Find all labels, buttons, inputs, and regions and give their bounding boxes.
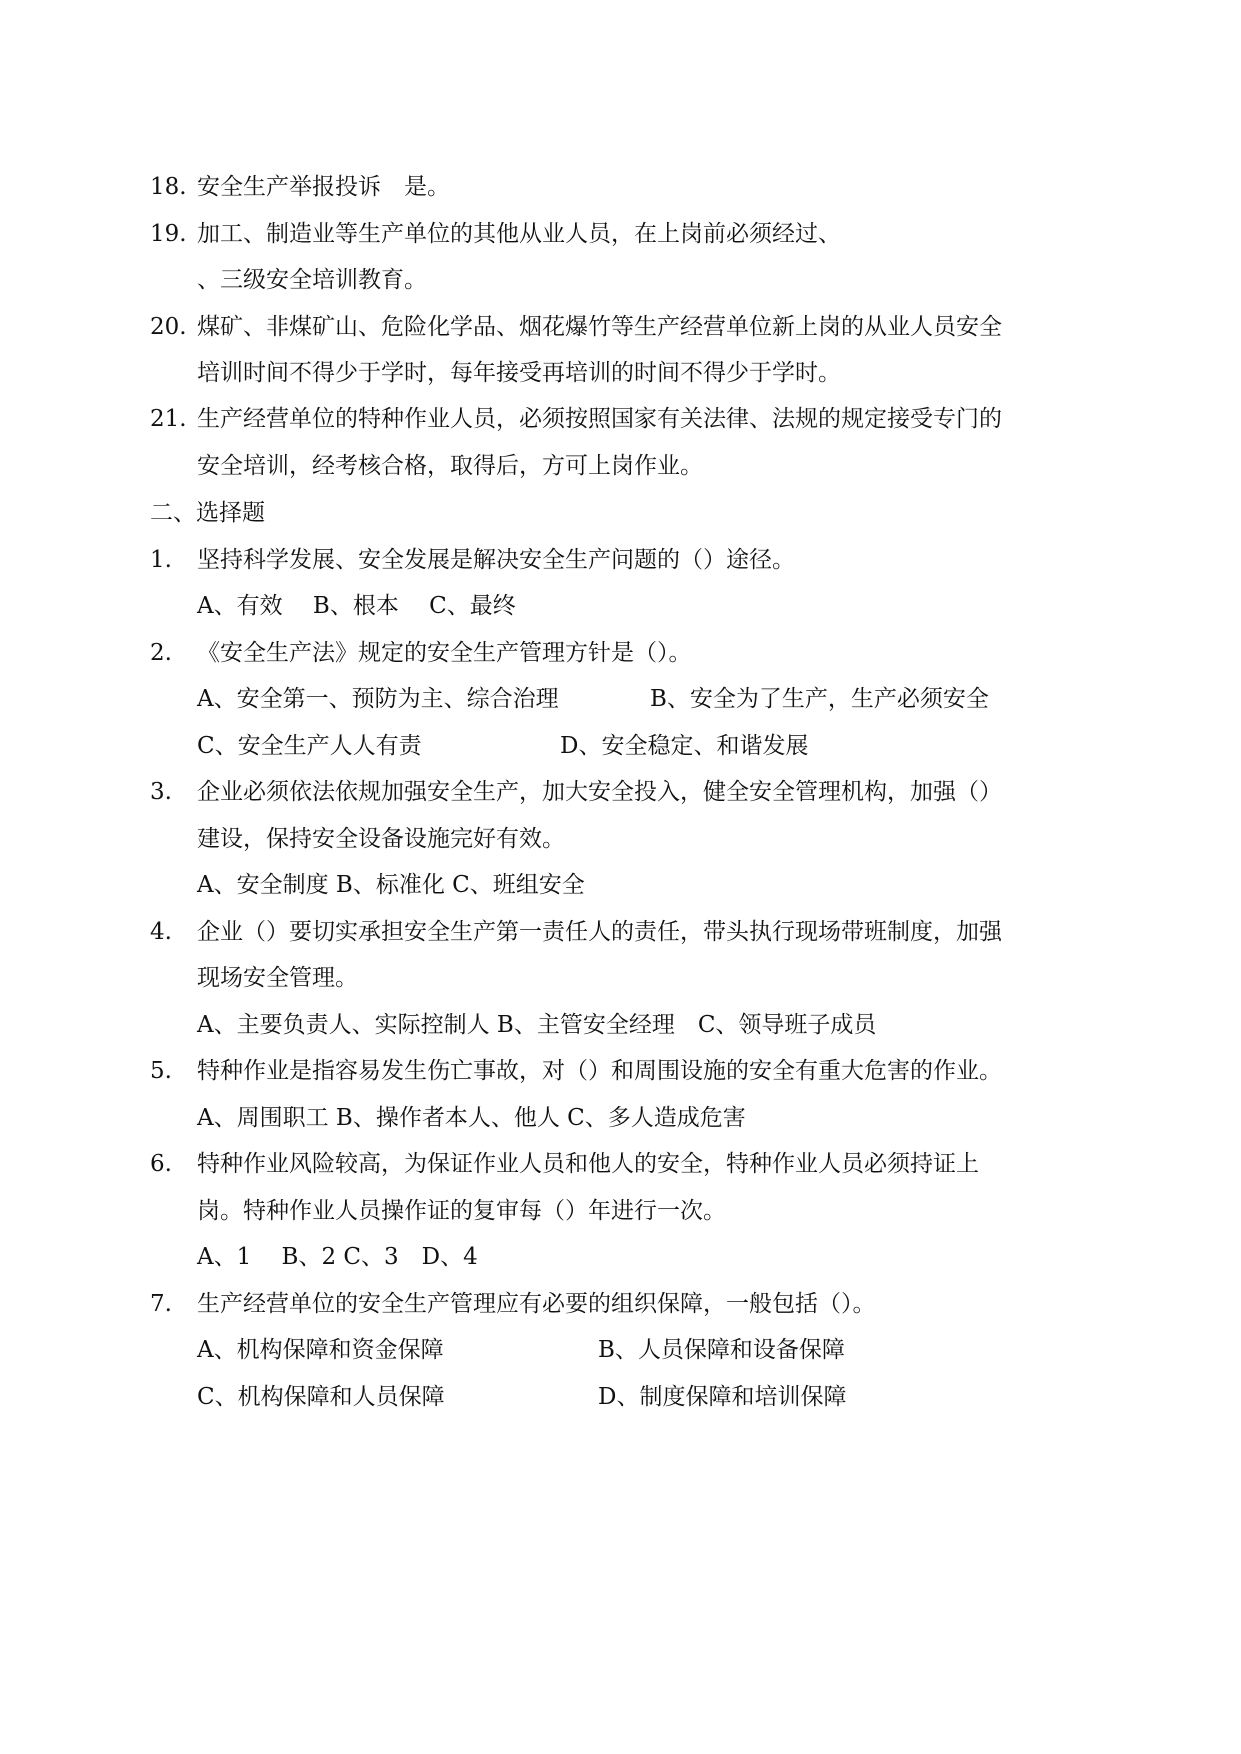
- item-text: 煤矿、非煤矿山、危险化学品、烟花爆竹等生产经营单位新上岗的从业人员安全: [197, 314, 1002, 340]
- option-b: B、人员保障和设备保障: [598, 1337, 845, 1363]
- item-number: 21.: [150, 406, 187, 432]
- item-text: 生产经营单位的特种作业人员，必须按照国家有关法律、法规的规定接受专门的: [197, 406, 1002, 432]
- question-options: A、安全制度 B、标准化 C、班组安全: [197, 872, 585, 898]
- question-options: A、有效 B、根本 C、最终: [197, 593, 516, 619]
- question-text: 建设，保持安全设备设施完好有效。: [197, 826, 565, 852]
- item-number: 18.: [150, 174, 187, 200]
- question-text: 生产经营单位的安全生产管理应有必要的组织保障，一般包括（）。: [197, 1291, 876, 1317]
- section-title: 二、选择题: [150, 500, 265, 526]
- question-number: 5.: [150, 1058, 172, 1084]
- item-text: 安全培训，经考核合格，取得后，方可上岗作业。: [197, 453, 703, 479]
- question-text: 特种作业风险较高，为保证作业人员和他人的安全，特种作业人员必须持证上: [197, 1151, 979, 1177]
- item-number: 20.: [150, 314, 187, 340]
- question-number: 6.: [150, 1151, 172, 1177]
- option-d: D、制度保障和培训保障: [598, 1384, 847, 1410]
- item-text: 安全生产举报投诉 是。: [197, 174, 450, 200]
- question-options: A、1 B、2 C、3 D、4: [197, 1244, 478, 1270]
- question-text: 《安全生产法》规定的安全生产管理方针是（）。: [197, 640, 692, 666]
- question-number: 1.: [150, 547, 172, 573]
- option-a: A、机构保障和资金保障: [197, 1337, 444, 1363]
- question-number: 3.: [150, 779, 172, 805]
- question-text: 企业（）要切实承担安全生产第一责任人的责任，带头执行现场带班制度，加强: [197, 919, 1002, 945]
- item-text: 、三级安全培训教育。: [197, 267, 427, 293]
- option-c: C、机构保障和人员保障: [197, 1384, 445, 1410]
- question-text: 特种作业是指容易发生伤亡事故，对（）和周围设施的安全有重大危害的作业。: [197, 1058, 1002, 1084]
- option-c: C、安全生产人人有责: [197, 733, 422, 759]
- question-number: 7.: [150, 1291, 172, 1317]
- item-text: 培训时间不得少于学时，每年接受再培训的时间不得少于学时。: [197, 360, 841, 386]
- question-text: 岗。特种作业人员操作证的复审每（）年进行一次。: [197, 1198, 726, 1224]
- question-text: 现场安全管理。: [197, 965, 358, 991]
- option-b: B、安全为了生产，生产必须安全: [650, 686, 989, 712]
- option-d: D、安全稳定、和谐发展: [560, 733, 809, 759]
- item-number: 19.: [150, 221, 187, 247]
- question-number: 4.: [150, 919, 172, 945]
- question-options: A、周围职工 B、操作者本人、他人 C、多人造成危害: [197, 1105, 746, 1131]
- question-number: 2.: [150, 640, 172, 666]
- question-text: 坚持科学发展、安全发展是解决安全生产问题的（）途径。: [197, 547, 795, 573]
- item-text: 加工、制造业等生产单位的其他从业人员，在上岗前必须经过、: [197, 221, 841, 247]
- option-a: A、安全第一、预防为主、综合治理: [197, 686, 559, 712]
- question-options: A、主要负责人、实际控制人 B、主管安全经理 C、领导班子成员: [197, 1012, 877, 1038]
- question-text: 企业必须依法依规加强安全生产，加大安全投入，健全安全管理机构，加强（）: [197, 779, 1002, 805]
